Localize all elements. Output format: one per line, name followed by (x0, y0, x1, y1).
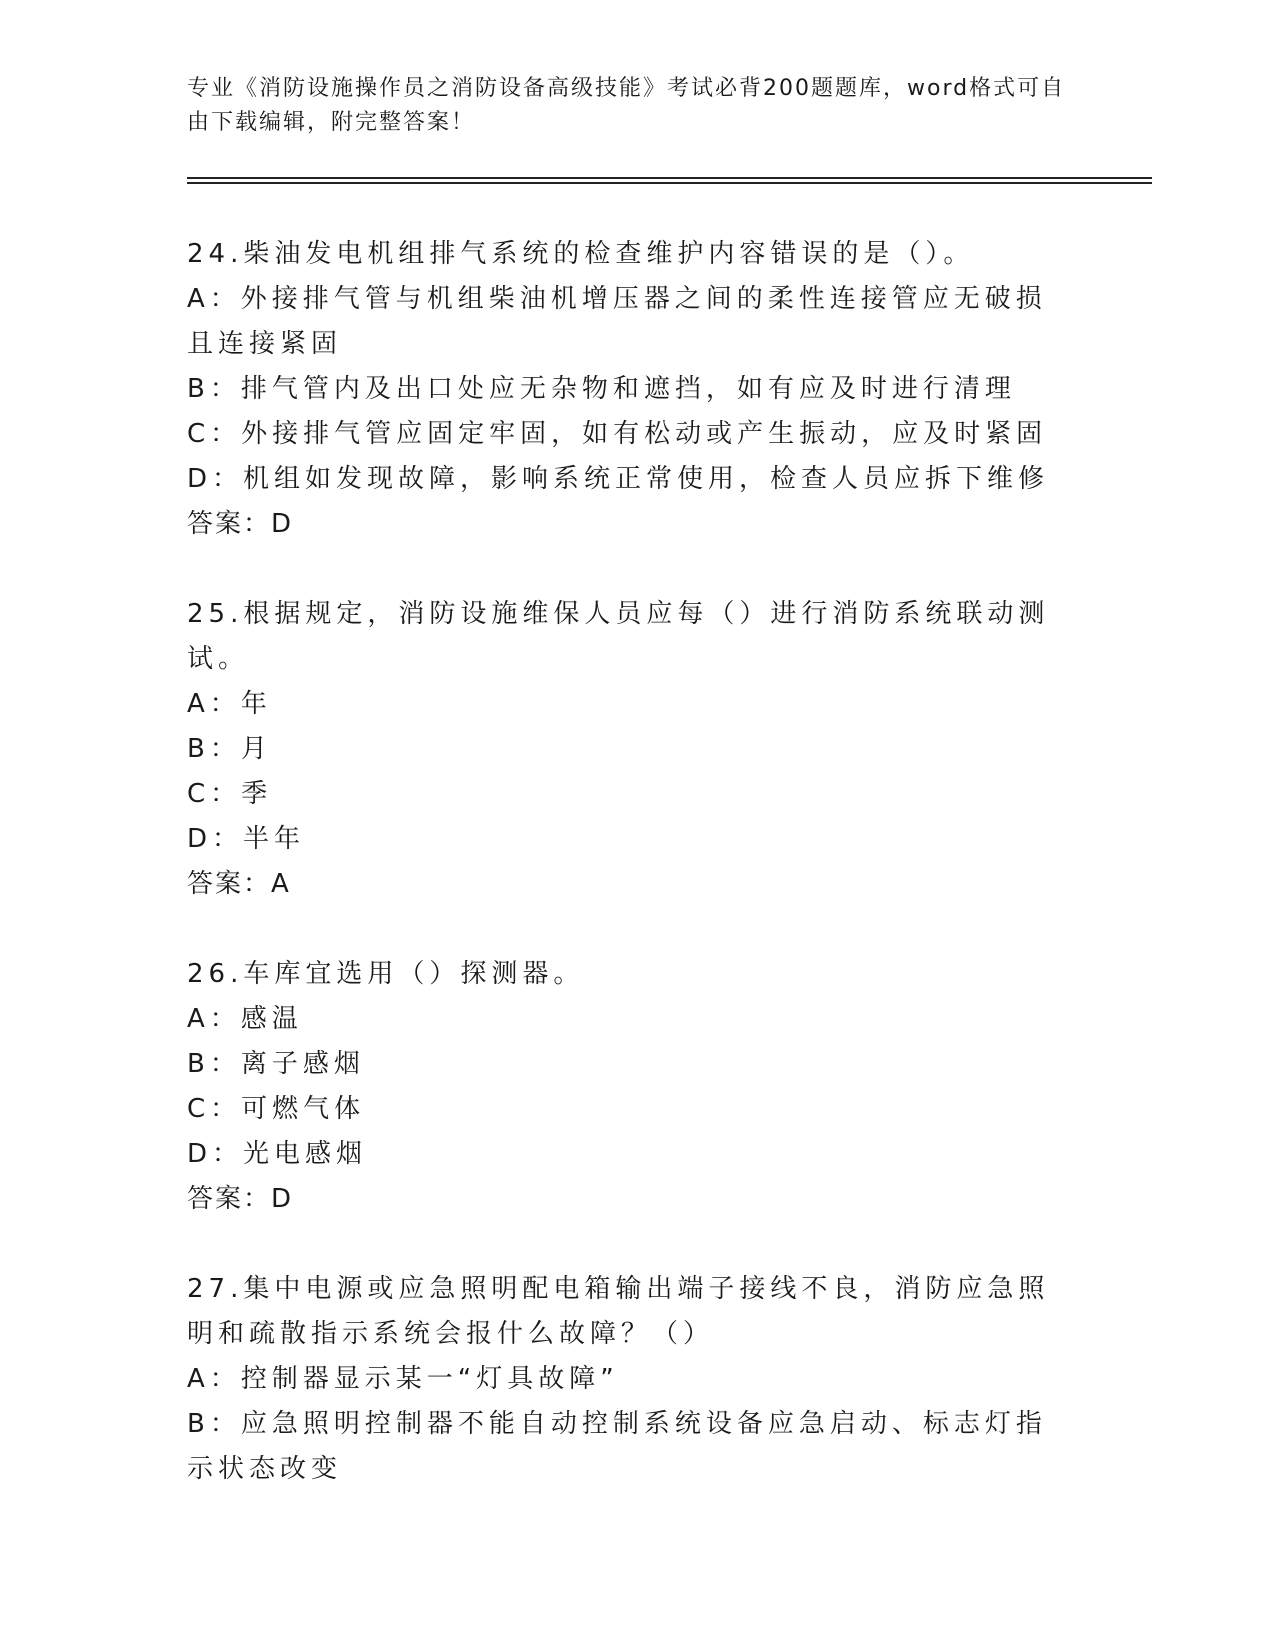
question-25 (187, 592, 1077, 907)
option-c: C：季 (187, 779, 273, 809)
document-header: 专业《消防设施操作员之消防设备高级技能》考试必背200题题库，word格式可自由下载编辑，附完整答案！ (187, 76, 1066, 135)
option-b: B：离子感烟 (187, 1049, 365, 1079)
question-text: 25.根据规定，消防设施维保人员应每（）进行消防系统联动测试。 (187, 599, 1050, 674)
option-c: C：可燃气体 (187, 1094, 366, 1124)
question-26 (187, 952, 1077, 1222)
option-b: B：应急照明控制器不能自动控制系统设备应急启动、标志灯指示状态改变 (187, 1409, 1047, 1484)
option-d: D：机组如发现故障，影响系统正常使用，检查人员应拆下维修 (187, 464, 1050, 494)
question-text: 27.集中电源或应急照明配电箱输出端子接线不良，消防应急照明和疏散指示系统会报什么故障？（） (187, 1274, 1050, 1349)
header-divider-top (187, 177, 1152, 179)
option-c: C：外接排气管应固定牢固，如有松动或产生振动，应及时紧固 (187, 419, 1048, 449)
option-b: B：月 (187, 734, 272, 764)
question-24 (187, 232, 1077, 547)
header-divider-bottom (187, 182, 1152, 184)
option-a: A：控制器显示某一“灯具故障” (187, 1364, 619, 1394)
answer: 答案：A (187, 869, 291, 899)
option-a: A：年 (187, 689, 272, 719)
option-d: D：半年 (187, 824, 306, 854)
question-text: 24.柴油发电机组排气系统的检查维护内容错误的是（）。 (187, 239, 975, 269)
answer: 答案：D (187, 509, 294, 539)
question-list (187, 232, 1077, 1537)
answer: 答案：D (187, 1184, 294, 1214)
option-a: A：感温 (187, 1004, 303, 1034)
question-text: 26.车库宜选用（）探测器。 (187, 959, 585, 989)
option-d: D：光电感烟 (187, 1139, 368, 1169)
question-27 (187, 1267, 1077, 1492)
option-a: A：外接排气管与机组柴油机增压器之间的柔性连接管应无破损且连接紧固 (187, 284, 1047, 359)
option-b: B：排气管内及出口处应无杂物和遮挡，如有应及时进行清理 (187, 374, 1016, 404)
